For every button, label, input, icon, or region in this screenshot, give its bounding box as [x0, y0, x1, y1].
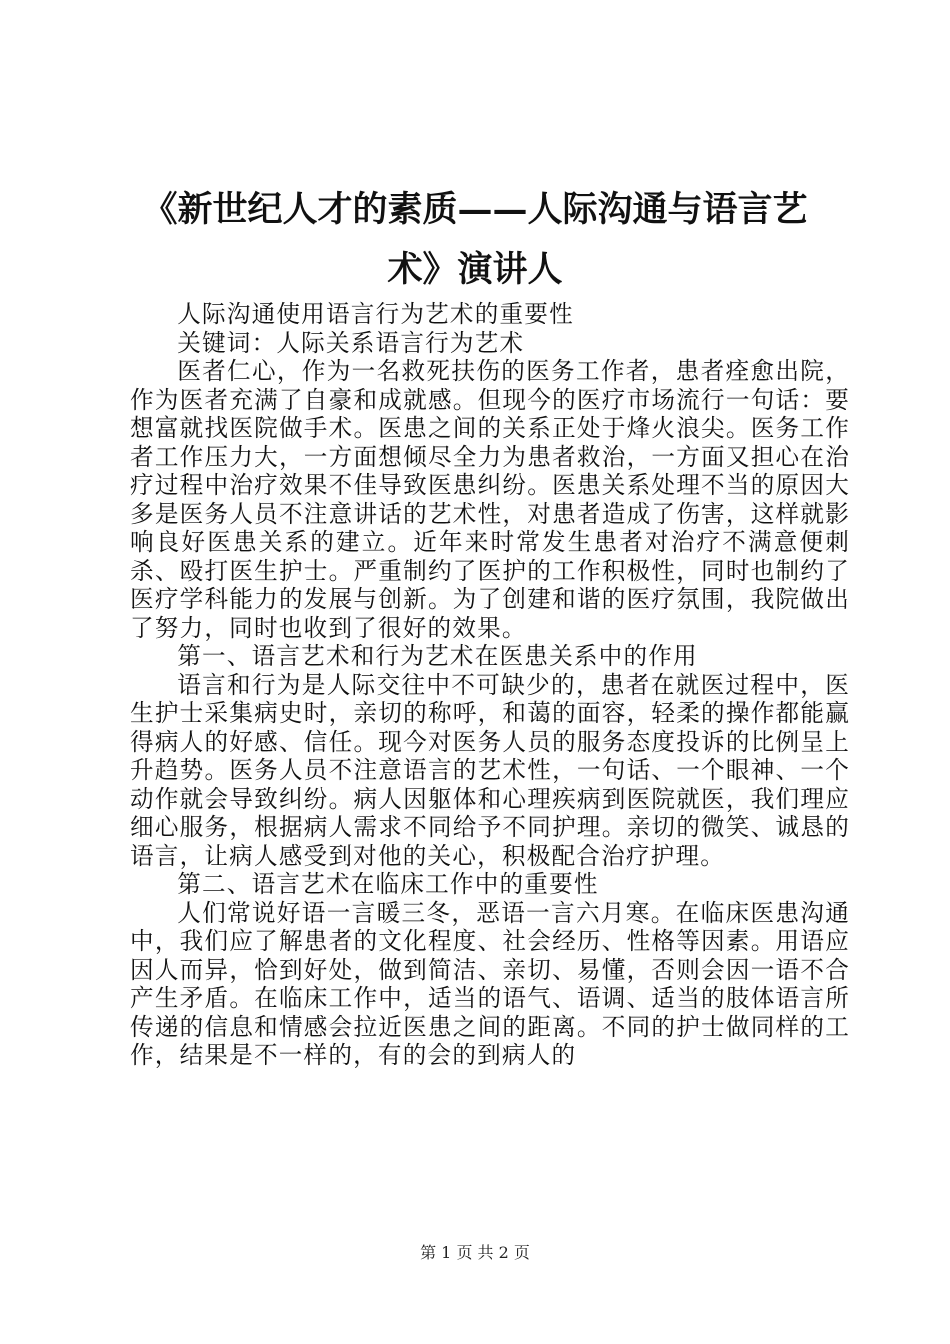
section-heading: 第二、语言艺术在临床工作中的重要性	[177, 870, 599, 898]
body-paragraph: 医者仁心，作为一名救死扶伤的医务工作者，患者痊愈出院，作为医者充满了自豪和成就感。但现今的医疗市场流行一句话：要想富就找医院做手术。医患之间的关系正处于烽火浪尖。医务工作者工作压力大，一方面想倾尽全力为患者救治，一方面又担心在治疗过程中治疗效果不佳导致医患纠纷。医患关系处理不当的原因大多是医务人员不注意讲话的艺术性，对患者造成了伤害，这样就影响良好医患关系的建立。近年来时常发生患者对治疗不满意便刺杀、殴打医生护士。严重制约了医护的工作积极性，同时也制约了医疗学科能力的发展与创新。为了创建和谐的医疗氛围，我院做出了努力，同时也收到了很好的效果。	[130, 357, 850, 642]
keywords-paragraph: 关键词：人际关系语言行为艺术	[177, 328, 525, 357]
page-number-footer: 第 1 页 共 2 页	[420, 1243, 530, 1262]
section-heading: 第一、语言艺术和行为艺术在医患关系中的作用	[177, 642, 698, 670]
body-paragraph: 语言和行为是人际交往中不可缺少的，患者在就医过程中，医生护士采集病史时，亲切的称呼，和蔼的面容，轻柔的操作都能赢得病人的好感、信任。现今对医务人员的服务态度投诉的比例呈上升趋势。医务人员不注意语言的艺术性，一句话、一个眼神、一个动作就会导致纠纷。病人因躯体和心理疾病到医院就医，我们理应细心服务，根据病人需求不同给予不同护理。亲切的微笑、诚恳的语言，让病人感受到对他的关心，积极配合治疗护理。	[130, 670, 850, 870]
subtitle-paragraph: 人际沟通使用语言行为艺术的重要性	[177, 300, 574, 328]
document-body	[130, 300, 850, 1070]
document-title: 《新世纪人才的素质——人际沟通与语言艺术》演讲人	[142, 189, 808, 290]
body-paragraph: 人们常说好语一言暖三冬，恶语一言六月寒。在临床医患沟通中，我们应了解患者的文化程度、社会经历、性格等因素。用语应因人而异，恰到好处，做到简洁、亲切、易懂，否则会因一语不合产生矛盾。在临床工作中，适当的语气、语调、适当的肢体语言所传递的信息和情感会拉近医患之间的距离。不同的护士做同样的工作，结果是不一样的，有的会的到病人的	[130, 898, 850, 1069]
